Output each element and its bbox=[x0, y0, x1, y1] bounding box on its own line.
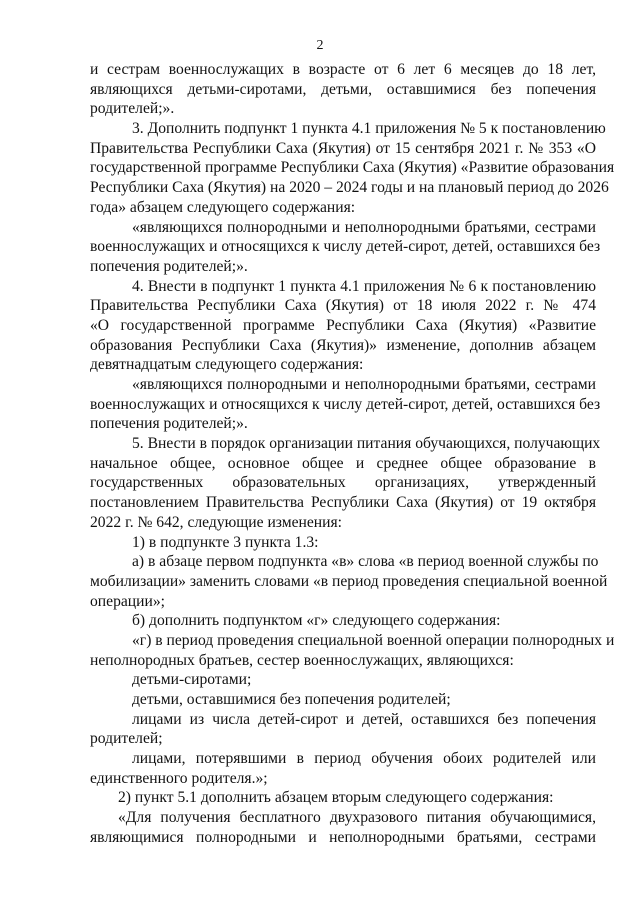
text-line: детьми-сиротами; bbox=[132, 671, 252, 689]
text-line: лицами, потерявшими в период обучения обоих родителей или bbox=[132, 750, 596, 768]
text-line: «Для получения бесплатного двухразового питания обучающимися, bbox=[118, 809, 596, 827]
text-line: детьми, оставшимися без попечения родителей; bbox=[132, 691, 451, 708]
text-line: военнослужащих и относящихся к числу детей-сирот, детей, оставшихся без bbox=[90, 238, 601, 256]
text-line: «О государственной программе Республики Саха (Якутия) «Развитие bbox=[90, 316, 596, 334]
text-line: родителей;». bbox=[90, 100, 175, 118]
text-line: 1) в подпункте 3 пункта 1.3: bbox=[132, 533, 319, 551]
text-line: государственных образовательных организациях, утвержденный bbox=[90, 474, 596, 492]
text-line: единственного родителя.»; bbox=[90, 769, 268, 787]
text-line: а) в абзаце первом подпункта «в» слова «в период военной службы по bbox=[132, 553, 599, 571]
text-line: начальное общее, основное общее и среднее общее образование в bbox=[90, 454, 596, 472]
text-line: являющимися полнородными и неполнородными братьями, сестрами bbox=[90, 828, 596, 846]
text-line: 3. Дополнить подпункт 1 пункта 4.1 приложения № 5 к постановлению bbox=[132, 120, 606, 138]
text-line: девятнадцатым следующего содержания: bbox=[90, 356, 364, 374]
text-line: 2022 г. № 642, следующие изменения: bbox=[90, 513, 342, 531]
text-line: попечения родителей;». bbox=[90, 415, 248, 433]
text-line: 2) пункт 5.1 дополнить абзацем вторым следующего содержания: bbox=[118, 789, 554, 807]
text-line: «являющихся полнородными и неполнородными братьями, сестрами bbox=[132, 218, 596, 236]
text-line: б) дополнить подпунктом «г» следующего содержания: bbox=[132, 612, 501, 630]
document-body bbox=[90, 60, 615, 848]
text-line: постановлением Правительства Республики Саха (Якутия) от 19 октября bbox=[90, 494, 596, 512]
text-line: 4. Внести в подпункт 1 пункта 4.1 приложения № 6 к постановлению bbox=[132, 277, 596, 295]
text-line: операции»; bbox=[90, 592, 165, 610]
text-line: «г) в период проведения специальной военной операции полнородных и bbox=[132, 631, 615, 649]
text-line: 5. Внести в порядок организации питания обучающихся, получающих bbox=[132, 435, 601, 453]
text-line: являющихся детьми-сиротами, детьми, оставшимися без попечения bbox=[90, 80, 596, 98]
text-line: родителей; bbox=[90, 730, 163, 748]
text-line: и сестрам военнослужащих в возрасте от 6 лет 6 месяцев до 18 лет, bbox=[90, 61, 596, 78]
text-line: неполнородных братьев, сестер военнослужащих, являющихся: bbox=[90, 651, 514, 669]
text-line: попечения родителей;». bbox=[90, 257, 248, 275]
text-line: «являющихся полнородными и неполнородными братьями, сестрами bbox=[132, 376, 596, 393]
text-line: образования Республики Саха (Якутия)» изменение, дополнив абзацем bbox=[90, 336, 596, 354]
text-line: Правительства Республики Саха (Якутия) от 18 июля 2022 г. № 474 bbox=[90, 297, 596, 315]
text-line: Правительства Республики Саха (Якутия) от 15 сентября 2021 г. № 353 «О bbox=[90, 139, 596, 157]
text-line: военнослужащих и относящихся к числу детей-сирот, детей, оставшихся без bbox=[90, 395, 601, 413]
text-line: государственной программе Республики Саха (Якутия) «Развитие образования bbox=[90, 159, 615, 177]
text-line: Республики Саха (Якутия) на 2020 – 2024 годы и на плановый период до 2026 bbox=[90, 179, 609, 197]
page-number: 2 bbox=[316, 38, 324, 53]
text-line: мобилизации» заменить словами «в период проведения специальной военной bbox=[90, 572, 608, 590]
text-line: лицами из числа детей-сирот и детей, оставшихся без попечения bbox=[132, 710, 596, 728]
text-line: года» абзацем следующего содержания: bbox=[90, 198, 356, 216]
